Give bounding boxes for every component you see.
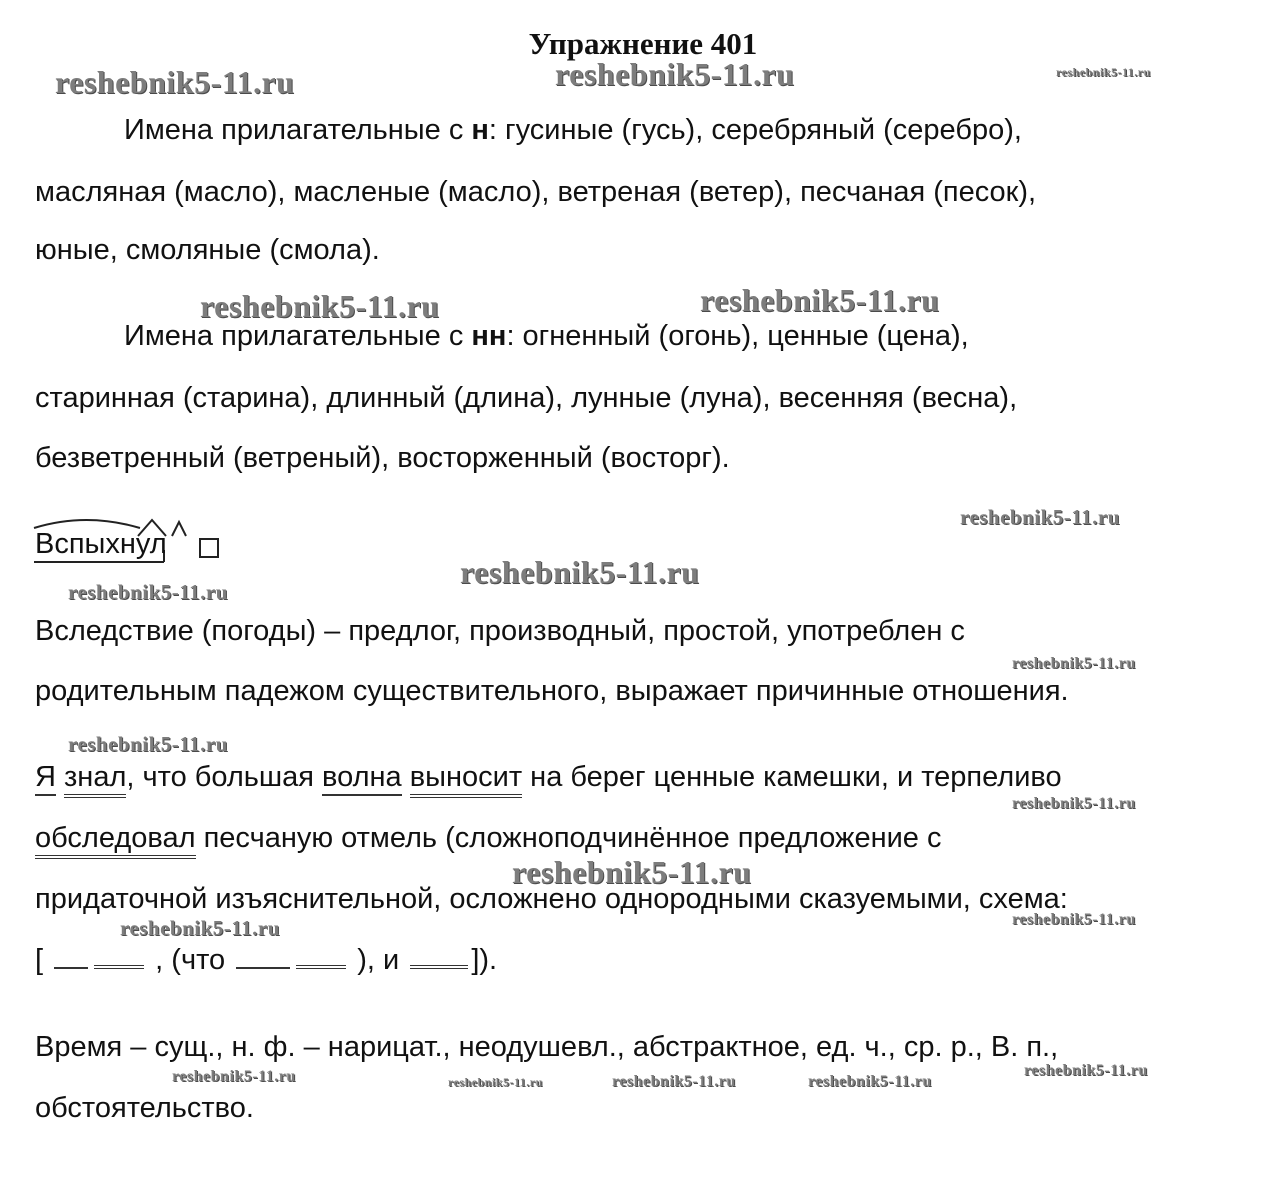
para3-line2: родительным падежом существительного, выражает причинные отношения. bbox=[35, 675, 1069, 707]
watermark: reshebnik5-11.ru bbox=[1012, 795, 1136, 812]
para5-line1: Время – сущ., н. ф. – нарицат., неодушевл., абстрактное, ед. ч., ср. р., В. п., bbox=[35, 1031, 1059, 1063]
scheme-sub-subject-slot bbox=[236, 966, 290, 969]
para2-line1-text-c: : огненный (огонь), ценные (цена), bbox=[506, 320, 969, 352]
para2-line1-text-a: Имена прилагательные с bbox=[124, 320, 472, 352]
predicate-znal: знал bbox=[64, 761, 126, 798]
watermark: reshebnik5-11.ru bbox=[1012, 911, 1136, 928]
para4-line3: придаточной изъяснительной, осложнено однородными сказуемыми, схема: bbox=[35, 883, 1068, 915]
scheme-part-2: , (что bbox=[147, 944, 234, 976]
para4-line2 bbox=[35, 821, 942, 855]
para3-line1: Вследствие (погоды) – предлог, производный, простой, употреблен с bbox=[35, 615, 965, 647]
para4-text-2: на берег ценные камешки, и терпеливо bbox=[522, 761, 1062, 793]
para1-line3: юные, смоляные (смола). bbox=[35, 234, 380, 266]
para4-text-3: песчаную отмель (сложноподчинённое предложение с bbox=[195, 822, 942, 854]
para2-line2: старинная (старина), длинный (длина), лунные (луна), весенняя (весна), bbox=[35, 382, 1018, 414]
predicate-obsledoval: обследовал bbox=[35, 822, 196, 859]
subject-volna: волна bbox=[322, 761, 402, 796]
para1-line1 bbox=[124, 113, 1022, 147]
watermark: reshebnik5-11.ru bbox=[1056, 65, 1151, 79]
watermark: reshebnik5-11.ru bbox=[55, 64, 295, 100]
suffix-mark-2 bbox=[172, 522, 186, 536]
scheme-predicate-slot bbox=[94, 963, 144, 969]
para1-line1-text-a: Имена прилагательные с bbox=[124, 114, 472, 146]
scheme-part-4: ]). bbox=[471, 944, 498, 976]
watermark: reshebnik5-11.ru bbox=[960, 505, 1120, 529]
subject-ya: Я bbox=[35, 761, 56, 796]
watermark: reshebnik5-11.ru bbox=[68, 732, 228, 756]
watermark: reshebnik5-11.ru bbox=[120, 916, 280, 940]
watermark: reshebnik5-11.ru bbox=[200, 288, 440, 324]
para2-line3: безветренный (ветреный), восторженный (восторг). bbox=[35, 442, 730, 474]
suffix-n: н bbox=[471, 114, 489, 146]
para1-line2: масляная (масло), масленые (масло), ветреная (ветер), песчаная (песок), bbox=[35, 176, 1037, 208]
predicate-vynosit: выносит bbox=[410, 761, 522, 798]
scheme-subject-slot bbox=[54, 966, 88, 969]
scheme-part-1: [ bbox=[35, 944, 52, 976]
para1-line1-text-c: : гусиные (гусь), серебряный (серебро), bbox=[488, 114, 1022, 146]
scheme-predicate-slot-2 bbox=[410, 963, 468, 969]
watermark: reshebnik5-11.ru bbox=[612, 1073, 736, 1090]
sentence-scheme bbox=[35, 943, 497, 977]
watermark: reshebnik5-11.ru bbox=[1012, 655, 1136, 672]
para4-text-1: , что большая bbox=[126, 761, 323, 793]
watermark: reshebnik5-11.ru bbox=[448, 1075, 543, 1089]
ending-box bbox=[199, 538, 219, 558]
para4-line1 bbox=[35, 760, 1062, 794]
watermark: reshebnik5-11.ru bbox=[555, 56, 795, 92]
watermark: reshebnik5-11.ru bbox=[172, 1068, 296, 1085]
watermark: reshebnik5-11.ru bbox=[1024, 1062, 1148, 1079]
watermark: reshebnik5-11.ru bbox=[700, 282, 940, 318]
para5-line2: обстоятельство. bbox=[35, 1092, 254, 1124]
watermark: reshebnik5-11.ru bbox=[68, 580, 228, 604]
page-title: Упражнение 401 bbox=[528, 26, 758, 61]
scheme-sub-predicate-slot bbox=[296, 963, 346, 969]
morph-word: Вспыхнул bbox=[35, 528, 167, 560]
suffix-nn: нн bbox=[471, 320, 507, 352]
scheme-part-3: ), и bbox=[349, 944, 408, 976]
watermark: reshebnik5-11.ru bbox=[808, 1073, 932, 1090]
watermark: reshebnik5-11.ru bbox=[512, 854, 752, 890]
watermark: reshebnik5-11.ru bbox=[460, 554, 700, 590]
